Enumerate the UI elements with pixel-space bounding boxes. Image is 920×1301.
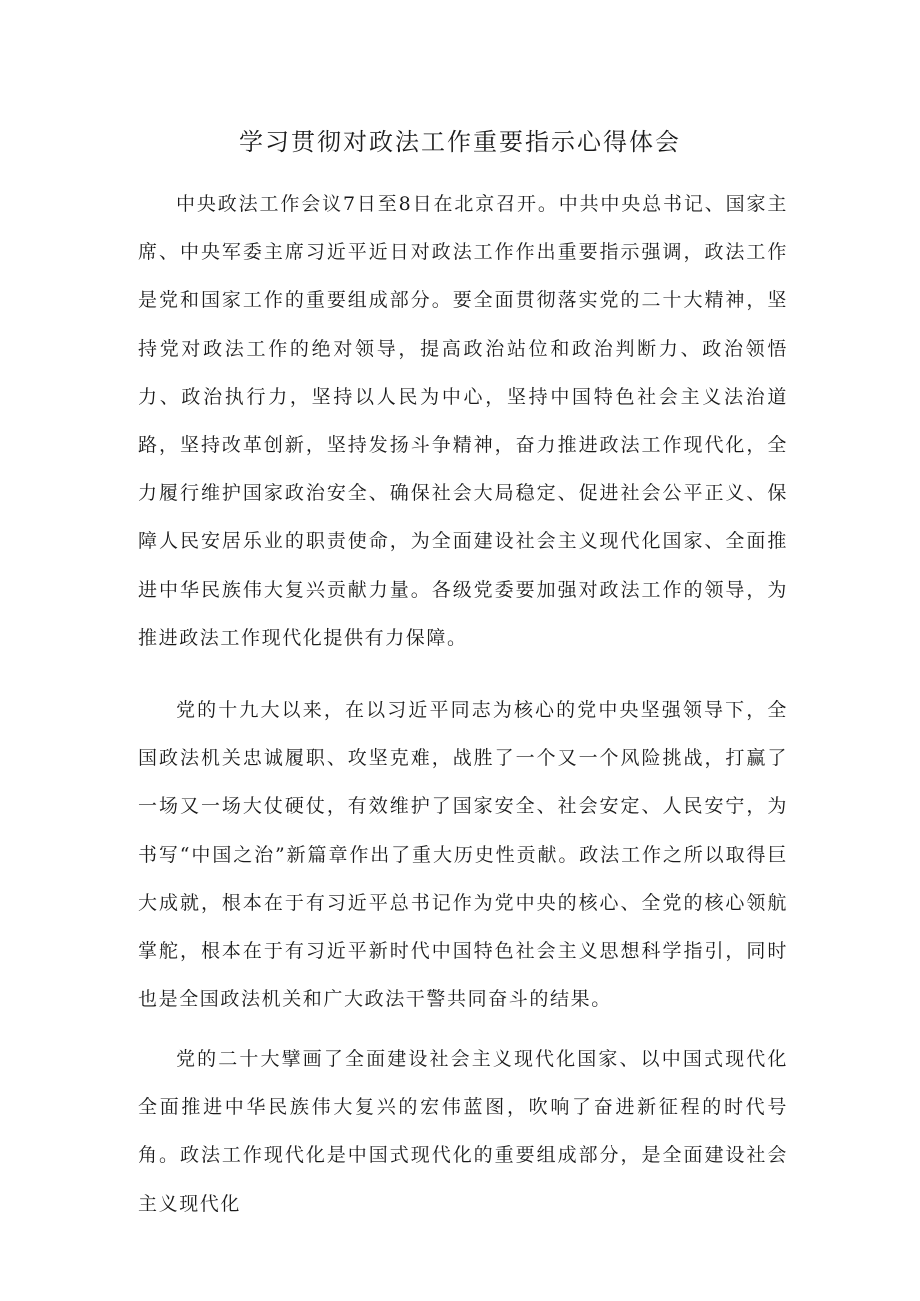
paragraph-3: 党的二十大擘画了全面建设社会主义现代化国家、以中国式现代化全面推进中华民族伟大复兴的宏伟蓝图，吹响了奋进新征程的时代号角。政法工作现代化是中国式现代化的重要组成部分，是全面建设社会主义现代化 [138, 1048, 788, 1215]
paragraph-2: 党的十九大以来，在以习近平同志为核心的党中央坚强领导下，全国政法机关忠诚履职、攻坚克难，战胜了一个又一个风险挑战，打赢了一场又一场大仗硬仗，有效维护了国家安全、社会安定、人民安宁，为书写“中国之治”新篇章作出了重大历史性贡献。政法工作之所以取得巨大成就，根本在于有习近平总书记作为党中央的核心、全党的核心领航掌舵，根本在于有习近平新时代中国特色社会主义思想科学指引，同时也是全国政法机关和广大政法干警共同奋斗的结果。 [138, 699, 788, 1011]
document-title: 学习贯彻对政法工作重要指示心得体会 [239, 128, 681, 156]
paragraph-1: 中央政法工作会议7日至8日在北京召开。中共中央总书记、国家主席、中央军委主席习近平近日对政法工作作出重要指示强调，政法工作是党和国家工作的重要组成部分。要全面贯彻落实党的二十大精神，坚持党对政法工作的绝对领导，提高政治站位和政治判断力、政治领悟力、政治执行力，坚持以人民为中心，坚持中国特色社会主义法治道路，坚持改革创新，坚持发扬斗争精神，奋力推进政法工作现代化，全力履行维护国家政治安全、确保社会大局稳定、促进社会公平正义、保障人民安居乐业的职责使命，为全面建设社会主义现代化国家、全面推进中华民族伟大复兴贡献力量。各级党委要加强对政法工作的领导，为推进政法工作现代化提供有力保障。 [138, 193, 788, 649]
